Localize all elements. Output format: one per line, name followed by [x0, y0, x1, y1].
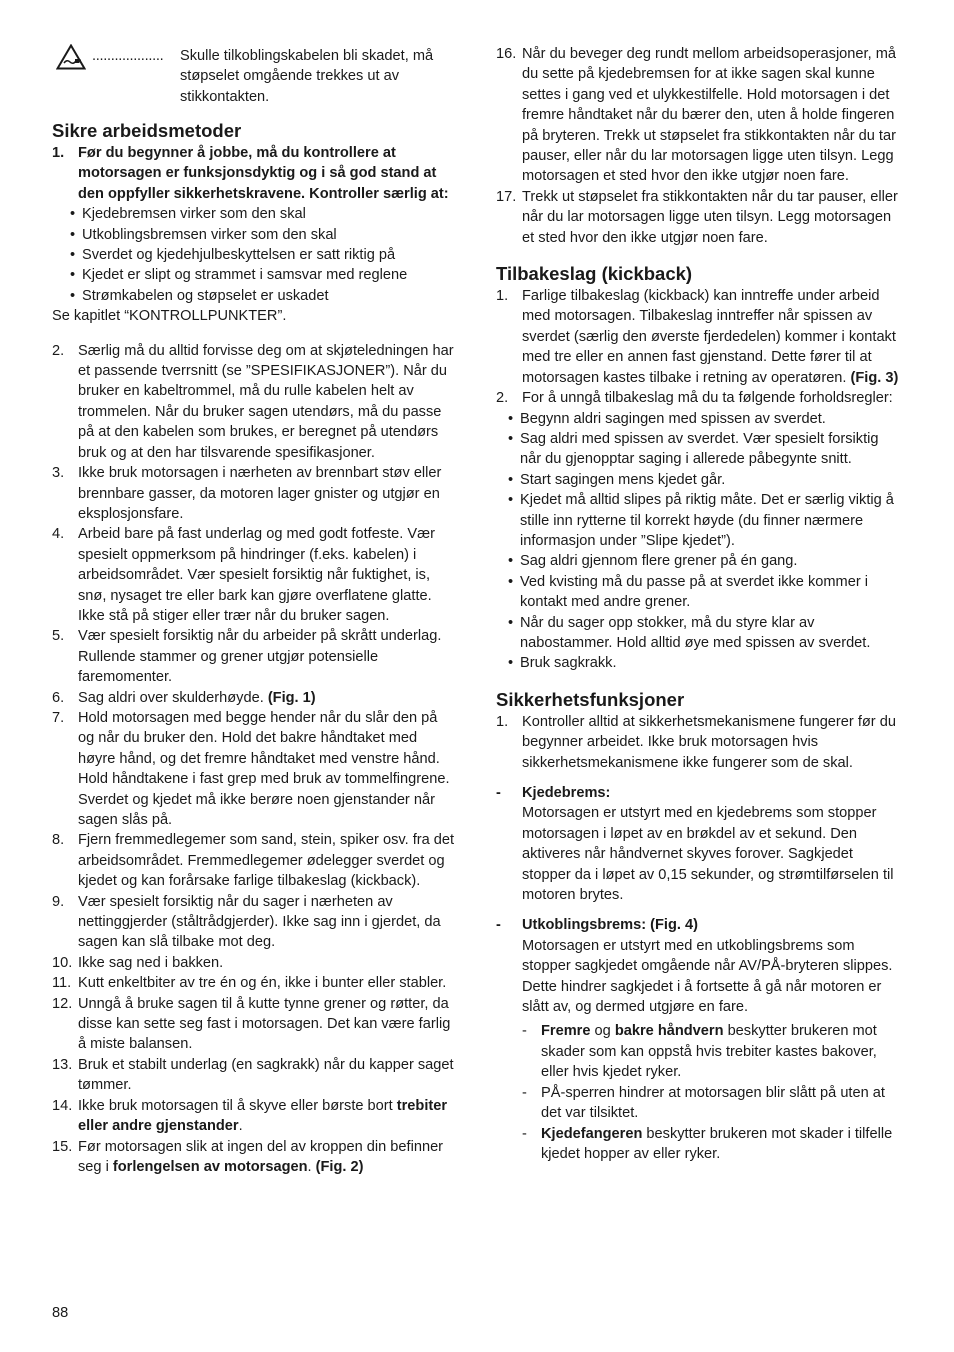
list-item: 3. Ikke bruk motorsagen i nærheten av brennbart støv eller brennbare gasser, da motoren lager gnister og utgjør en eksplosjonsfare. — [52, 465, 442, 522]
bullet-item: • Når du sager opp stokker, må du styre klar av nabostammer. Hold alltid øye med spissen av sverdet. — [508, 614, 871, 651]
bullet-item: • Start sagingen mens kjedet går. — [508, 471, 726, 488]
fig-ref: (Fig. 1) — [267, 689, 316, 706]
list-item: 2. Særlig må du alltid forvisse deg om at skjøteledningen har et passende tverrsnitt (se ”SPESIFIKASJONER”). Når du bruker en kabeltrommel, må du rulle kabelen helt av trommelen. Når du bruker sagen utendørs, må du passe på at den kabelen som brukes, er beregnet på utendørs bruk og at den har tilsvarende spesifikasjoner. — [52, 342, 454, 461]
bullet-item: • Sverdet og kjedehjulbeskyttelsen er satt riktig på — [70, 247, 396, 264]
bullet-item: • Sag aldri med spissen av sverdet. Vær spesielt forsiktig når du gjenopptar saging i allerede påbegynte snitt. — [508, 430, 879, 468]
list-item: 17. Trekk ut støpselet fra stikkontakten når du tar pauser, eller når du lar motorsagen ligge uten tilsyn. Legg motorsagen et sted hvor den ikke utgjør noen fare. — [496, 188, 898, 246]
check-bullets — [70, 204, 456, 306]
left-column — [52, 44, 456, 1177]
page-number: 88 — [52, 1305, 69, 1321]
list-item: 13. Bruk et stabilt underlag (en sagkrakk) når du kapper saget tømmer. — [52, 1056, 454, 1094]
list-item: 9. Vær spesielt forsiktig når du sager i nærheten av nettinggjerder (ståltrådgjerder). Ikke sag inn i gjerdet, da sagen kan slå tilbake mot deg. — [52, 893, 441, 951]
list-item: 1. Før du begynner å jobbe, må du kontrollere at motorsagen er funksjonsdyktig og i så god stand at den oppfyller sikkerhetskravene. Kontroller særlig at: — [52, 145, 449, 202]
bullet-item: • Kjedet er slipt og strammet i samsvar med reglene — [70, 267, 408, 284]
bullet-item: • Begynn aldri sagingen med spissen av sverdet. — [508, 410, 826, 427]
list-item: 5. Vær spesielt forsiktig når du arbeider på skrått underlag. Rullende stammer og grener utgjør potensielle faremomenter. — [52, 628, 442, 686]
list-item: 8. Fjern fremmedlegemer som sand, stein, spiker osv. fra det arbeidsområdet. Fremmedlegemer ødelegger sverdet og kjedet og kan forårsake farlige tilbakeslag (kickback). — [52, 832, 455, 890]
list-item: 6. Sag aldri over skulderhøyde. (Fig. 1) — [52, 689, 316, 706]
section-title-safety-functions: Sikkerhetsfunksjoner — [496, 688, 685, 710]
warning-text: Skulle tilkoblingskabelen bli skadet, må støpselet omgående trekkes ut av stikkontakten. — [180, 48, 434, 105]
list-item: 7. Hold motorsagen med begge hender når du slår den på og når du bruker den. Hold det bakre håndtaket med høyre hånd, og det fremre håndtaket med venstre hånd. Hold håndtakene i fast grep med bruk av tommelfingrene. Sverdet og kjedet må ikke berøre noen gjenstander når sagen slås på. — [52, 709, 450, 828]
chain-brake-title: Kjedebrems: — [522, 785, 611, 801]
list-item: 12. Unngå å bruke sagen til å kutte tynne grener og røtter, da disse kan sette seg fast i motorsagen. Det kan være farlig å miste balansen. — [52, 995, 451, 1053]
sub-item: - Kjedefangeren beskytter brukeren mot skader i tilfelle kjedet hopper av eller ryker. — [522, 1125, 893, 1162]
safe-working-list-continued — [496, 44, 900, 248]
run-off-brake-title: Utkoblingsbrems: (Fig. 4) — [522, 917, 698, 934]
safety-functions — [496, 712, 900, 1165]
list-item: 15. Før motorsagen slik at ingen del av kroppen din befinner seg i forlengelsen av motorsagen. (Fig. 2) — [52, 1138, 444, 1175]
run-off-brake-block: - Utkoblingsbrems: (Fig. 4) Motorsagen er utstyrt med en utkoblingsbrems som stopper sagkjedet omgående når AV/PÅ-bryteren slippes. Dette hindrer sagkjedet i å fortsette å gå når motoren er slått av, og dermed utgjøre en fare. — [496, 917, 893, 1016]
sub-item: - Fremre og bakre håndvern beskytter brukeren mot skader som kan oppstå hvis trebiter kastes bakover, eller hvis kjedet ryker. — [522, 1023, 877, 1081]
bullet-item: • Utkoblingsbremsen virker som den skal — [70, 226, 337, 243]
bullet-item: • Sag aldri gjennom flere grener på én gang. — [508, 553, 798, 570]
chain-brake-block: - Kjedebrems: Motorsagen er utstyrt med en kjedebrems som stopper motorsagen i løpet av en brøkdel av et sekund. Den aktiveres når håndvernet skyves forover. Sagkjedet stopper da i løpet av 0,15 sekunder, og strømtilførselen til motoren brytes. — [496, 785, 894, 904]
bullet-item: • Ved kvisting må du passe på at sverdet ikke kommer i kontakt med andre grener. — [508, 573, 868, 611]
bullet-item: • Bruk sagkrakk. — [508, 655, 617, 672]
kickback-bullets — [508, 409, 900, 674]
sub-item: - PÅ-sperren hindrer at motorsagen blir slått på uten at det var tilsiktet. — [522, 1084, 885, 1122]
list-item: 2. For å unngå tilbakeslag må du ta følgende forholdsregler: — [496, 390, 893, 407]
bullet-item: • Kjedet må alltid slipes på riktig måte. Det er særlig viktig å stille inn rytterne til korrekt høyde (du finner nærmere informasjon under ”Slipe kjedet”). — [508, 492, 894, 549]
fig-ref: (Fig. 2) — [315, 1158, 364, 1175]
fig-ref: (Fig. 3) — [850, 369, 899, 386]
section-title-safe-working: Sikre arbeidsmetoder — [52, 120, 242, 141]
list-item: 16. Når du beveger deg rundt mellom arbeidsoperasjoner, må du sette på kjedebremsen for at ikke sagen skal kunne settes i gang ved et ulykkestilfelle. Hold motorsagen i det fremre håndtaket når du bærer den, uten å holde fingeren på bryteren. Trekk ut støpselet fra stikkontakten når du tar pauser, eller når du lar motorsagen ligge uten tilsyn. Legg motorsagen et sted hvor den ikke utgjør noen fare. — [496, 46, 896, 185]
list-item: 11. Kutt enkeltbiter av tre én og én, ikke i bunter eller stabler. — [52, 975, 447, 992]
leader-dots: ................... — [92, 48, 164, 64]
right-column — [496, 44, 900, 1164]
section-title-kickback: Tilbakeslag (kickback) — [496, 263, 693, 285]
list-item: 14. Ikke bruk motorsagen til å skyve eller børste bort trebiter eller andre gjenstander. — [52, 1097, 448, 1135]
see-chapter-note: Se kapitlet “KONTROLLPUNKTER”. — [52, 308, 287, 325]
bullet-item: • Kjedebremsen virker som den skal — [70, 206, 306, 223]
list-item: 10. Ikke sag ned i bakken. — [52, 954, 224, 971]
cable-warning — [52, 44, 456, 110]
electric-cable-warning-icon — [56, 44, 86, 70]
list-item: 1. Kontroller alltid at sikkerhetsmekanismene fungerer før du begynner arbeidet. Ikke bruk motorsagen hvis sikkerhetsmekanismene ikke fungerer som de skal. — [496, 713, 896, 771]
kickback-list — [496, 286, 900, 674]
safe-working-list — [52, 143, 456, 1177]
list-item: 1. Farlige tilbakeslag (kickback) kan inntreffe under arbeid med motorsagen. Tilbakeslag inntreffer når spissen av sverdet (særlig den øverste fjerdedelen) kommer i kontakt med tre eller en annen fast gjenstand. Dette fører til at motorsagen kastes tilbake i retning av operatøren. (Fig. 3) — [496, 288, 899, 386]
list-item: 4. Arbeid bare på fast underlag og med godt fotfeste. Vær spesielt oppmerksom på hindringer (f.eks. kabelen) i arbeidsområdet. Vær spesielt forsiktig når fuktighet, is, snø, nysaget tre eller bark kan gjøre overflatene glatte. Ikke stå på stiger eller trær når du bruker sagen. — [52, 526, 435, 624]
bullet-item: • Strømkabelen og støpselet er uskadet — [70, 287, 329, 304]
